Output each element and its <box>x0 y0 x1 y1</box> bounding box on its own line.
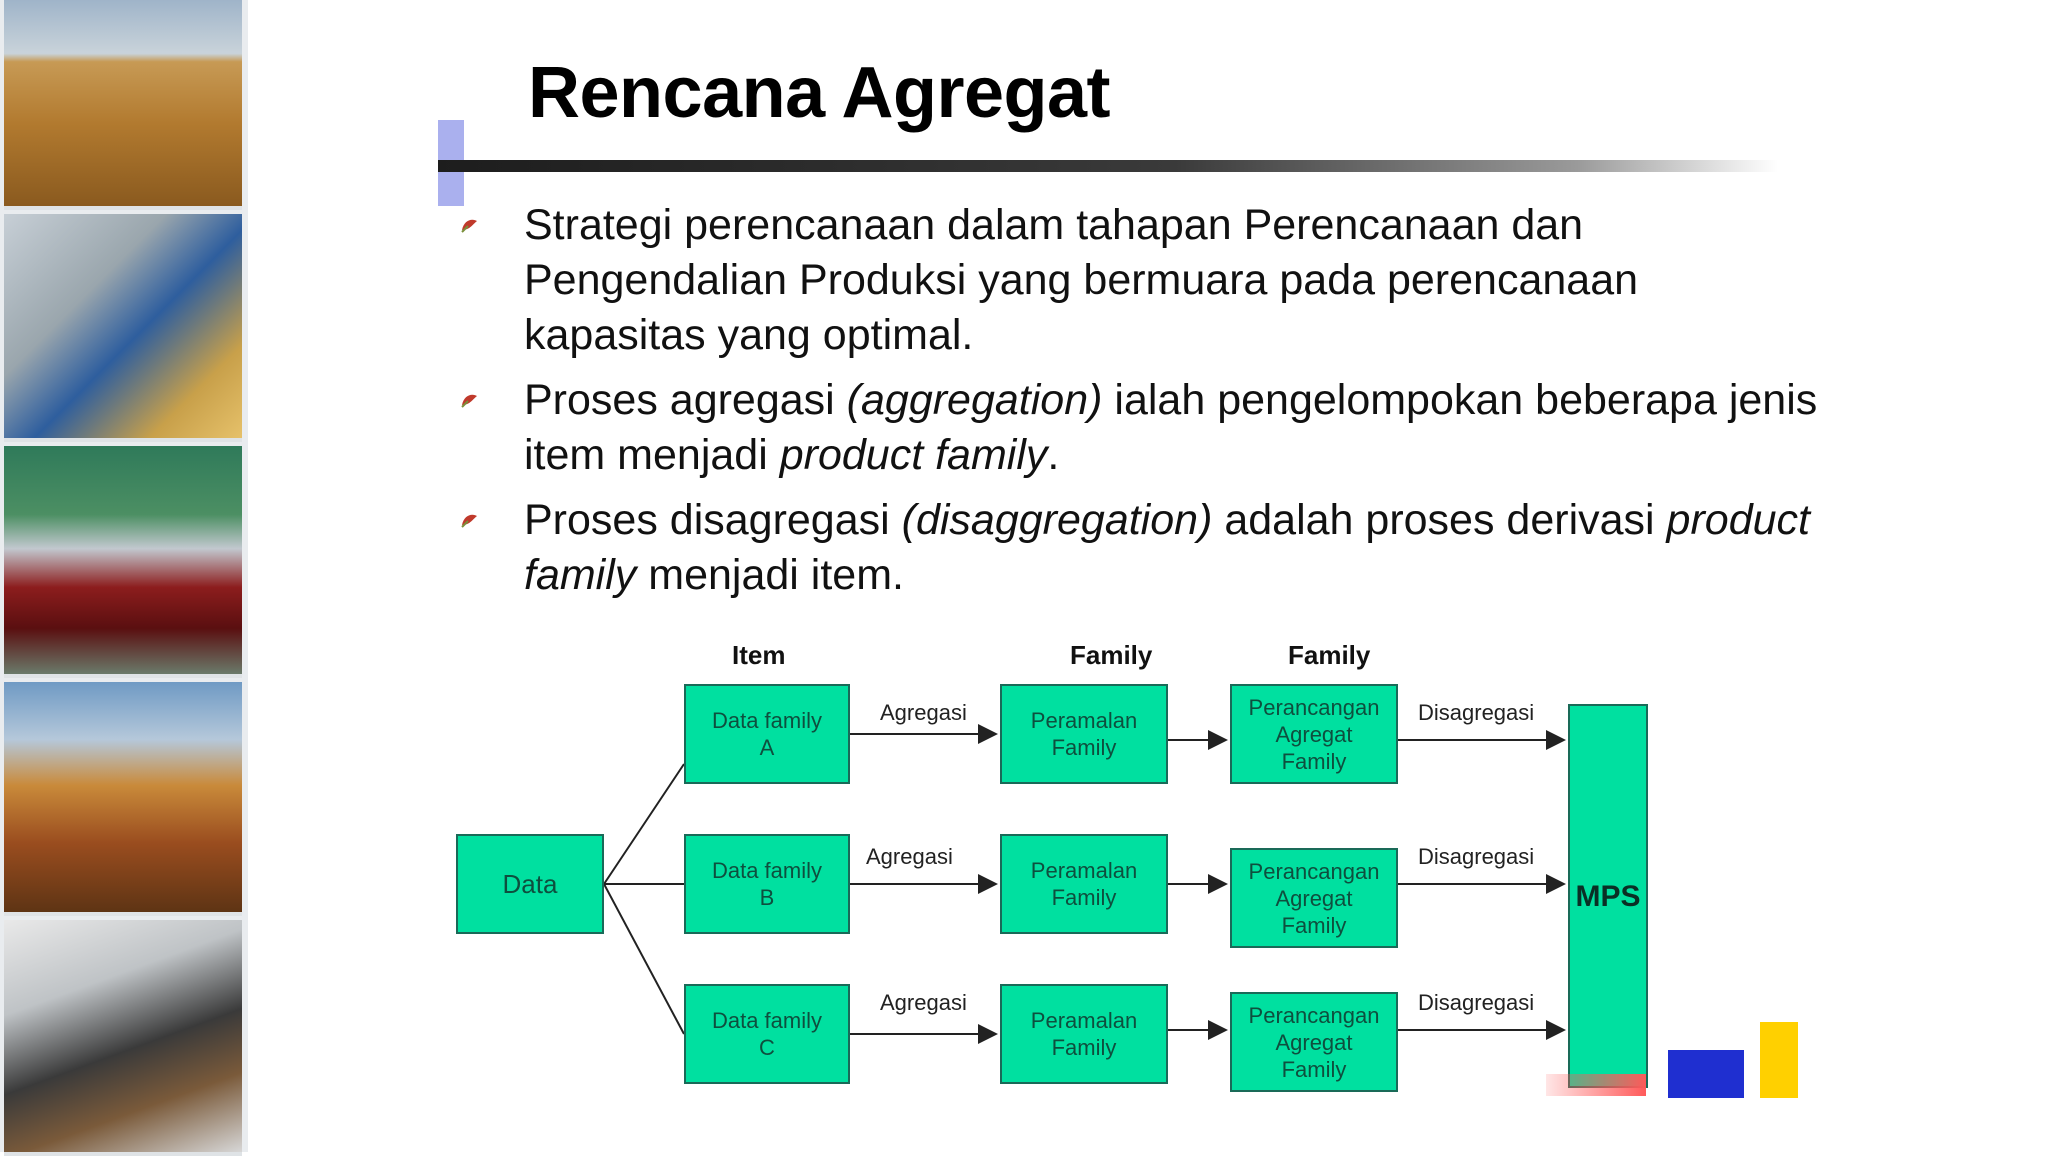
edge-label-disagregasi-a: Disagregasi <box>1418 700 1535 725</box>
bullet-leaf-icon <box>460 393 478 409</box>
edge-data-to-family-a <box>604 764 684 884</box>
node-peramalan-family-c: Peramalan Family <box>1000 984 1168 1084</box>
node-data-family-c: Data family C <box>684 984 850 1084</box>
node-data-family-b: Data family B <box>684 834 850 934</box>
bullet-item <box>460 493 1820 603</box>
photo-truck <box>4 446 242 678</box>
edge-label-disagregasi-b: Disagregasi <box>1418 844 1535 869</box>
bullet-text: Strategi perencanaan dalam tahapan Perencanaan dan Pengendalian Produksi yang bermuara pada perencanaan kapasitas yang optimal. <box>524 201 1639 359</box>
edge-label-disagregasi-c: Disagregasi <box>1418 990 1535 1015</box>
photo-wheat-harvest <box>4 0 242 210</box>
bullet-italic-text: product family <box>524 496 1810 599</box>
bullet-text: ialah pengelompokan beberapa jenis item menjadi <box>524 376 1818 479</box>
node-data: Data <box>456 834 604 934</box>
node-perancangan-agregat-a: Perancangan Agregat Family <box>1230 684 1398 784</box>
edge-label-agregasi-b: Agregasi <box>866 844 953 869</box>
bullet-italic-text: (aggregation) <box>846 376 1103 424</box>
bullet-text: menjadi item. <box>636 551 904 599</box>
bullet-italic-text: (disaggregation) <box>901 496 1213 544</box>
column-header-family-1: Family <box>1070 640 1153 670</box>
edge-label-agregasi-c: Agregasi <box>880 990 967 1015</box>
bullet-text: adalah proses derivasi <box>1212 496 1667 544</box>
deco-yellow-bar <box>1760 1022 1798 1098</box>
aggregation-diagram <box>440 630 1810 1100</box>
node-mps: MPS <box>1568 704 1648 1088</box>
photo-kitchen-staff <box>4 920 242 1156</box>
deco-red-bar <box>1546 1074 1646 1096</box>
title-rule <box>438 160 1778 172</box>
column-header-item: Item <box>732 640 786 670</box>
photo-factory-worker <box>4 214 242 442</box>
bullet-text: Proses disagregasi <box>524 496 902 544</box>
bullet-list <box>460 198 1820 613</box>
bullet-text: . <box>1047 431 1060 479</box>
node-perancangan-agregat-c: Perancangan Agregat Family <box>1230 992 1398 1092</box>
bullet-leaf-icon <box>460 218 478 234</box>
deco-blue-square <box>1668 1050 1744 1098</box>
bullet-text: Proses agregasi <box>524 376 847 424</box>
photo-restaurant-building <box>4 682 242 916</box>
edge-data-to-family-c <box>604 884 684 1034</box>
node-peramalan-family-a: Peramalan Family <box>1000 684 1168 784</box>
edge-label-agregasi-a: Agregasi <box>880 700 967 725</box>
column-header-family-2: Family <box>1288 640 1371 670</box>
slide-title: Rencana Agregat <box>528 53 1110 133</box>
bullet-item <box>460 373 1820 483</box>
photo-strip <box>0 0 248 1152</box>
node-perancangan-agregat-b: Perancangan Agregat Family <box>1230 848 1398 948</box>
bullet-leaf-icon <box>460 513 478 529</box>
bullet-item <box>460 198 1820 363</box>
node-peramalan-family-b: Peramalan Family <box>1000 834 1168 934</box>
bullet-italic-text: product family <box>779 431 1048 479</box>
node-data-family-a: Data family A <box>684 684 850 784</box>
